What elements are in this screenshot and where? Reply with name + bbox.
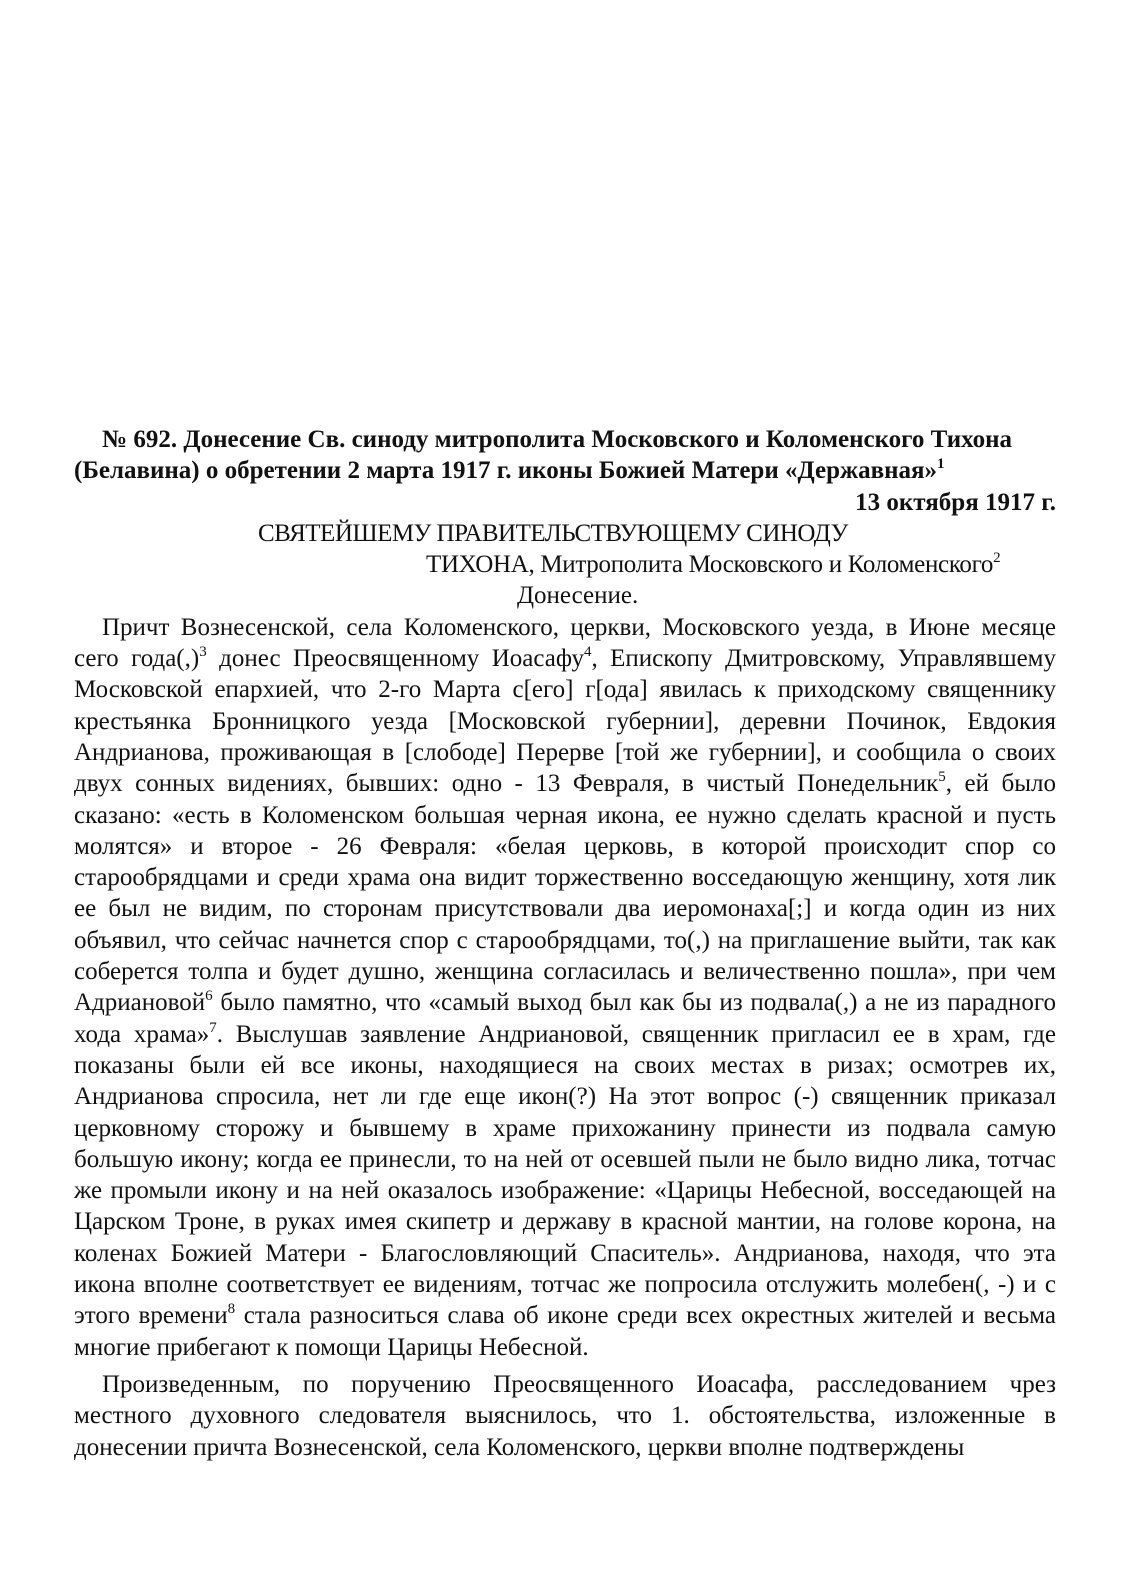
sender-text: ТИХОНА, Митрополита Московского и Коломенского — [426, 551, 994, 579]
footnote-marker: 7 — [209, 1019, 217, 1036]
footnote-marker: 2 — [993, 550, 1001, 567]
paragraph-1 — [74, 612, 1056, 1363]
paragraph-text: стала разноситься слава об иконе среди всех окрестных жителей и весьма многие прибегают к помощи Царицы Небесной. — [74, 1302, 1056, 1361]
paragraph-text: , Епископу Дмитровскому, Управлявшему Московской епархией, что 2-го Марта с[его] г[ода] явилась к приходскому священнику крестьянка Бронницкого уезда [Московской губернии], деревни Починок, Евдокия Андрианова, проживающая в [слободе] Перерве [той же губернии], и сообщила о своих двух сонных видениях, бывших: одно - 13 Февраля, в чистый Понедельник — [74, 645, 1056, 798]
paragraph-text: , ей было сказано: «есть в Коломенском большая черная икона, ее нужно сделать красной и пусть молятся» и второе - 26 Февраля: «белая церковь, в которой происходит спор со старообрядцами и среди храма она видит торжественно восседающую женщину, хотя лик ее был не видим, по сторонам присутствовали два иеромонаха[;] и когда один из них объявил, что сейчас начнется спор с старообрядцами, то(,) на приглашение выйти, так как соберется толпа и будет душно, женщина согласилась и величественно пошла», при чем Адриановой — [74, 770, 1056, 1017]
paragraph-text: донес Преосвященному Иоасафу — [206, 645, 584, 673]
document-heading — [74, 424, 1056, 487]
footnote-marker: 4 — [583, 644, 592, 661]
paragraph-text: было памятно, что «самый выход был как бы из подвала(,) а не из парадного хода храма» — [74, 989, 1056, 1048]
sender — [74, 549, 1056, 580]
paragraph-text: Причт Вознесенской, села Коломенского, церкви, Московского уезда, в Июне месяце сего года(,) — [74, 613, 1056, 673]
footnote-marker: 5 — [938, 769, 946, 786]
footnote-marker: 6 — [205, 988, 213, 1005]
document-content — [74, 424, 1056, 1463]
heading-line-1: № 692. Донесение Св. синоду митрополита Московского и Коломенского Тихона — [102, 426, 1013, 453]
footnote-marker: 8 — [227, 1301, 236, 1318]
addressee: СВЯТЕЙШЕМУ ПРАВИТЕЛЬСТВУЮЩЕМУ СИНОДУ — [258, 519, 848, 547]
heading-line-2 — [74, 455, 1056, 486]
document-type: Донесение. — [517, 582, 639, 610]
paragraph-text: . Выслушав заявление Андриановой, священник пригласил ее в храм, где показаны были ей все иконы, находящиеся на своих местах в ризах; осмотрев их, Андрианова спросила, нет ли где еще икон(?) На этот вопрос (-) священник приказал церковному сторожу и бывшему в храме прихожанину принести из подвала самую большую икону; когда ее принесли, то на ней от осевшей пыли не было видно лика, тотчас же промыли икону и на ней оказалось изображение: «Царицы Небесной, восседающей на Царском Троне, в руках имея скипетр и державу в красной мантии, на голове корона, на коленах Божией Матери - Благословляющий Спаситель». Андрианова, находя, что эта икона вполне соответствует ее видениям, тотчас же попросила отслужить молебен(, -) и с этого времени — [74, 1020, 1056, 1330]
document-date: 13 октября 1917 г. — [855, 488, 1056, 516]
heading-line-2-text: (Белавина) о обретении 2 марта 1917 г. иконы Божией Матери «Державная» — [74, 457, 938, 485]
footnote-marker: 1 — [937, 456, 945, 473]
paragraph-2: Произведенным, по поручению Преосвященного Иоасафа, расследованием чрез местного духовного следователя выяснилось, что 1. обстоятельства, изложенные в донесении причта Вознесенской, села Коломенского, церкви вполне подтверждены — [74, 1370, 1056, 1461]
footnote-marker: 3 — [199, 644, 207, 661]
